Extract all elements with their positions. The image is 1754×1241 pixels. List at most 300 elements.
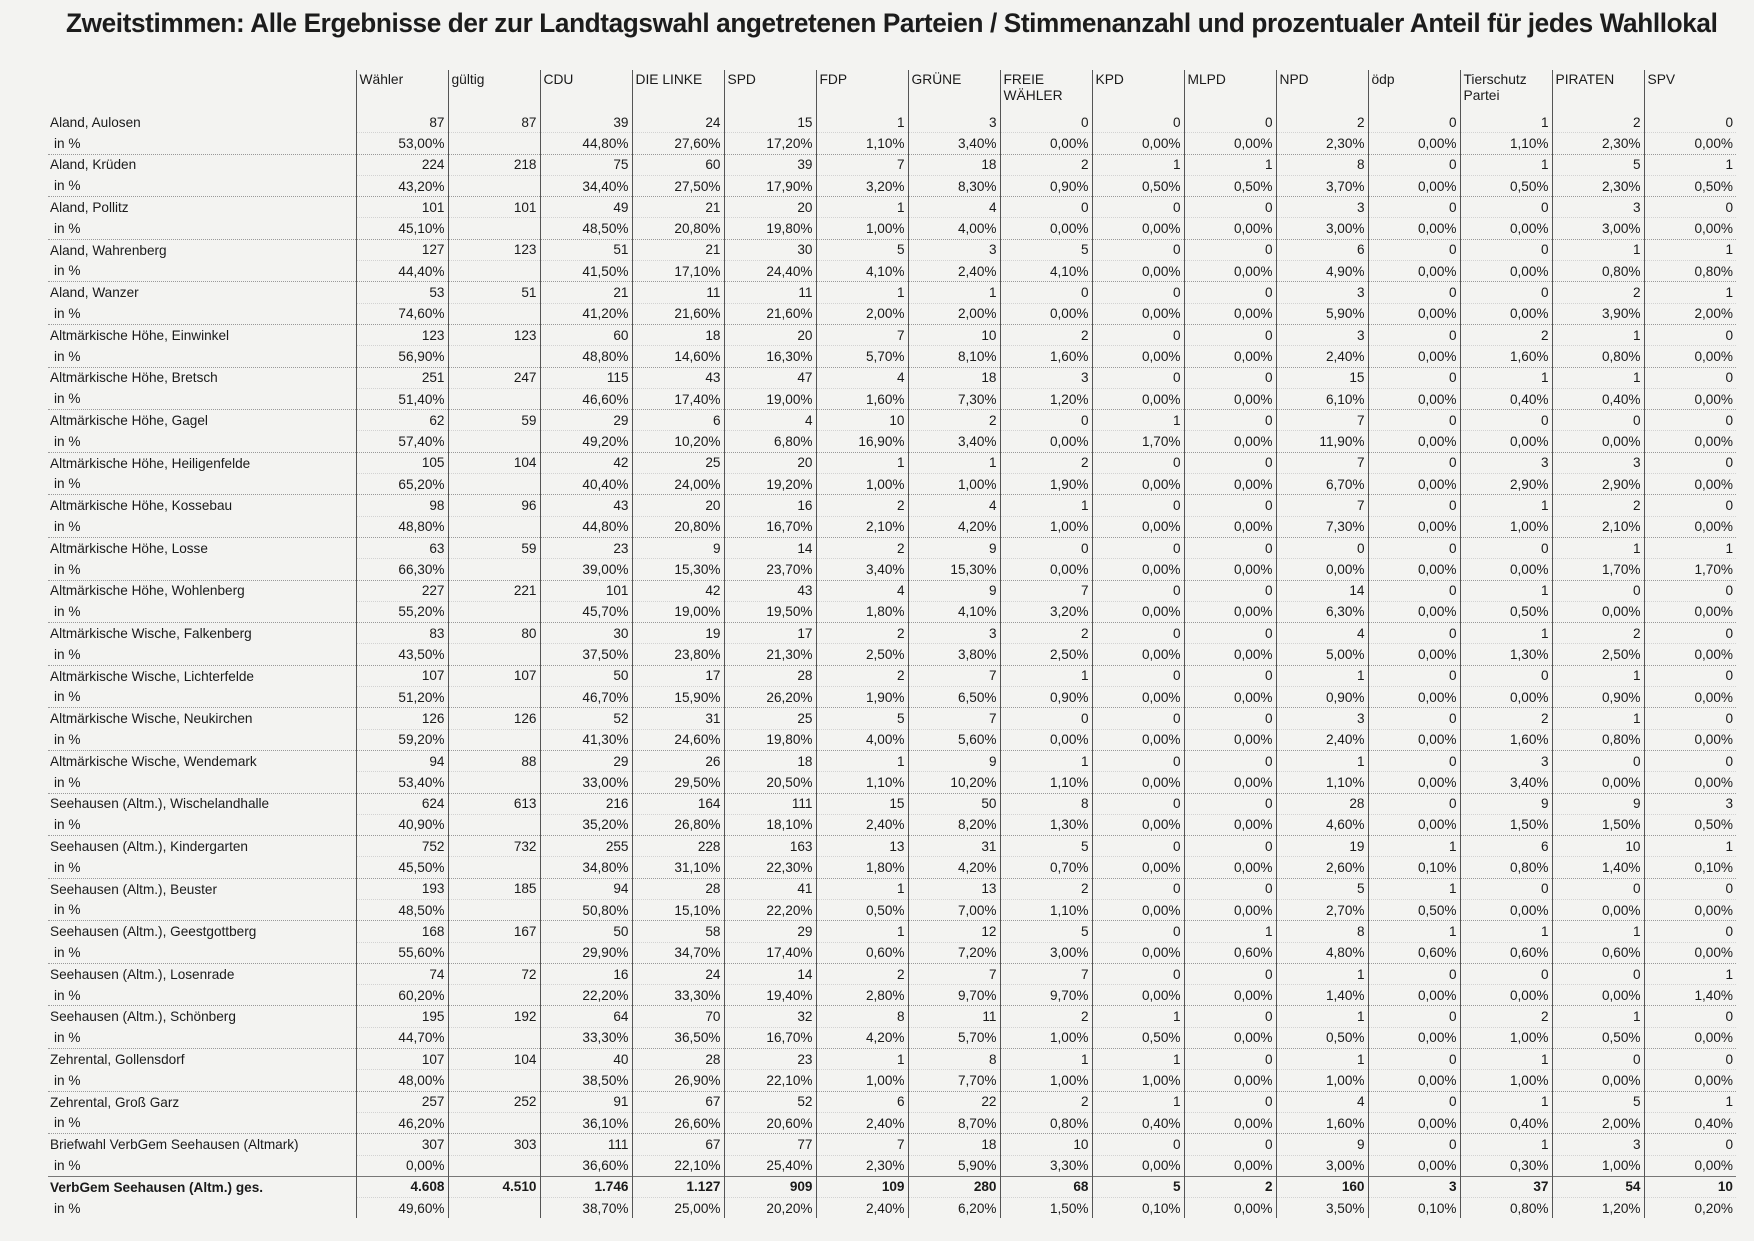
count-cell: 164: [632, 793, 724, 814]
percent-cell: 1,20%: [1552, 1198, 1644, 1219]
percent-cell: 8,70%: [908, 1112, 1000, 1133]
count-cell: 0: [1184, 963, 1276, 984]
percent-cell: 53,00%: [356, 133, 448, 154]
percent-cell: 1,00%: [1000, 1027, 1092, 1048]
percent-cell: 1,80%: [816, 601, 908, 622]
count-cell: 3: [1368, 1176, 1460, 1197]
count-cell: 1: [1552, 708, 1644, 729]
location-name: Aland, Wahrenberg: [50, 242, 167, 258]
percent-cell: 0,00%: [1368, 261, 1460, 282]
percent-cell: 20,50%: [724, 772, 816, 793]
count-cell: 22: [908, 1091, 1000, 1112]
percent-cell: [448, 1155, 540, 1176]
count-cell: 8: [816, 1006, 908, 1027]
count-cell: 0: [1092, 921, 1184, 942]
count-cell: 0: [1184, 580, 1276, 601]
table-row: [48, 921, 1736, 942]
percent-cell: 0,00%: [1552, 899, 1644, 920]
percent-cell: 0,00%: [1184, 687, 1276, 708]
percent-cell: 3,40%: [1460, 772, 1552, 793]
percent-cell: 1,70%: [1552, 559, 1644, 580]
percent-cell: 0,00%: [1092, 772, 1184, 793]
percent-cell: 3,00%: [1276, 1155, 1368, 1176]
count-cell: 0: [1184, 282, 1276, 303]
count-cell: 307: [356, 1134, 448, 1155]
percent-cell: 0,00%: [1184, 857, 1276, 878]
percent-label: in %: [48, 942, 356, 963]
percent-cell: 1,10%: [816, 133, 908, 154]
count-cell: 94: [356, 750, 448, 771]
percent-cell: [448, 601, 540, 622]
percent-cell: 36,60%: [540, 1155, 632, 1176]
count-cell: 0: [1460, 665, 1552, 686]
percent-cell: 0,00%: [1368, 1112, 1460, 1133]
location-name: Altmärkische Höhe, Losse: [50, 540, 208, 556]
percent-cell: 53,40%: [356, 772, 448, 793]
count-cell: 1: [1184, 921, 1276, 942]
count-cell: 80: [448, 623, 540, 644]
percent-cell: 2,90%: [1552, 474, 1644, 495]
column-header: ödp: [1368, 70, 1460, 112]
percent-cell: [448, 644, 540, 665]
count-cell: 0: [1184, 1134, 1276, 1155]
count-cell: 0: [1184, 452, 1276, 473]
count-cell: 163: [724, 836, 816, 857]
percent-cell: 3,20%: [816, 175, 908, 196]
count-cell: 23: [540, 537, 632, 558]
percent-cell: 2,00%: [816, 303, 908, 324]
percent-cell: 41,20%: [540, 303, 632, 324]
count-cell: 0: [1368, 623, 1460, 644]
table-row: [48, 154, 1736, 175]
count-cell: 5: [1000, 836, 1092, 857]
percent-cell: 44,80%: [540, 516, 632, 537]
count-cell: 0: [1644, 452, 1736, 473]
percent-cell: 10,20%: [632, 431, 724, 452]
count-cell: 17: [724, 623, 816, 644]
percent-cell: 46,70%: [540, 687, 632, 708]
percent-cell: 0,00%: [1184, 985, 1276, 1006]
count-cell: 1: [908, 452, 1000, 473]
count-cell: 1: [1552, 367, 1644, 388]
count-cell: 4: [1276, 623, 1368, 644]
location-name: Briefwahl VerbGem Seehausen (Altmark): [50, 1137, 299, 1153]
location-name: Seehausen (Altm.), Wischelandhalle: [50, 796, 270, 812]
percent-cell: [448, 942, 540, 963]
count-cell: 9: [1552, 793, 1644, 814]
count-cell: 13: [908, 878, 1000, 899]
percent-cell: 0,00%: [1184, 474, 1276, 495]
percent-cell: 0,00%: [1368, 772, 1460, 793]
percent-cell: 0,90%: [1000, 687, 1092, 708]
count-cell: 1: [1460, 580, 1552, 601]
percent-cell: 0,00%: [1644, 516, 1736, 537]
count-cell: 0: [1276, 537, 1368, 558]
percent-cell: 19,00%: [632, 601, 724, 622]
count-cell: 31: [908, 836, 1000, 857]
count-cell: 0: [1092, 793, 1184, 814]
percent-label: in %: [48, 474, 356, 495]
percent-cell: 0,00%: [1092, 218, 1184, 239]
location-name: Altmärkische Wische, Falkenberg: [50, 626, 252, 642]
count-cell: 5: [1000, 921, 1092, 942]
count-cell: 11: [908, 1006, 1000, 1027]
count-cell: 43: [724, 580, 816, 601]
percent-cell: 22,10%: [632, 1155, 724, 1176]
count-cell: 58: [632, 921, 724, 942]
count-cell: 0: [1092, 495, 1184, 516]
percent-cell: 5,60%: [908, 729, 1000, 750]
count-cell: 752: [356, 836, 448, 857]
count-cell: 21: [632, 197, 724, 218]
percent-cell: 0,50%: [1460, 175, 1552, 196]
percent-cell: 0,30%: [1460, 1155, 1552, 1176]
count-cell: 7: [816, 324, 908, 345]
percent-cell: 0,00%: [1644, 899, 1736, 920]
count-cell: 2: [1276, 112, 1368, 133]
percent-cell: 0,80%: [1460, 857, 1552, 878]
percent-cell: 4,80%: [1276, 942, 1368, 963]
percent-cell: 40,40%: [540, 474, 632, 495]
percent-cell: 1,80%: [816, 857, 908, 878]
percent-cell: 38,50%: [540, 1070, 632, 1091]
percent-cell: 16,70%: [724, 516, 816, 537]
count-cell: 107: [356, 1049, 448, 1070]
percent-cell: 0,00%: [1368, 559, 1460, 580]
count-cell: 49: [540, 197, 632, 218]
count-cell: 23: [724, 1049, 816, 1070]
percent-cell: 0,00%: [1184, 772, 1276, 793]
count-cell: 83: [356, 623, 448, 644]
table-row: [48, 878, 1736, 899]
percent-cell: 15,90%: [632, 687, 724, 708]
percent-cell: 19,80%: [724, 729, 816, 750]
count-cell: 0: [1460, 239, 1552, 260]
percent-cell: 16,90%: [816, 431, 908, 452]
percent-cell: 0,00%: [1184, 1155, 1276, 1176]
count-cell: 0: [1368, 708, 1460, 729]
count-cell: 0: [1368, 665, 1460, 686]
percent-cell: 3,40%: [816, 559, 908, 580]
count-cell: 1: [1460, 1049, 1552, 1070]
percent-cell: 0,40%: [1460, 1112, 1552, 1133]
percent-cell: 29,50%: [632, 772, 724, 793]
percent-cell: 15,30%: [908, 559, 1000, 580]
percent-cell: 5,00%: [1276, 644, 1368, 665]
percent-cell: 4,20%: [816, 1027, 908, 1048]
percent-cell: 0,50%: [1368, 899, 1460, 920]
location-name: Seehausen (Altm.), Kindergarten: [50, 838, 248, 854]
percent-cell: 1,00%: [1460, 1070, 1552, 1091]
percent-cell: 19,80%: [724, 218, 816, 239]
percent-row: [48, 388, 1736, 409]
count-cell: 15: [724, 112, 816, 133]
percent-cell: 0,00%: [1092, 942, 1184, 963]
percent-cell: 0,00%: [1644, 1070, 1736, 1091]
percent-cell: 1,00%: [816, 474, 908, 495]
percent-row: [48, 729, 1736, 750]
count-cell: 1: [1460, 367, 1552, 388]
count-cell: 42: [632, 580, 724, 601]
percent-cell: 22,30%: [724, 857, 816, 878]
count-cell: 75: [540, 154, 632, 175]
percent-cell: 29,90%: [540, 942, 632, 963]
percent-cell: 35,20%: [540, 814, 632, 835]
percent-cell: 0,00%: [1092, 388, 1184, 409]
count-cell: 2: [1460, 1006, 1552, 1027]
count-cell: 1: [1552, 921, 1644, 942]
percent-cell: 0,00%: [1184, 346, 1276, 367]
count-cell: 63: [356, 537, 448, 558]
percent-cell: 55,20%: [356, 601, 448, 622]
total-percent-row: [48, 1198, 1736, 1219]
count-cell: 1: [816, 197, 908, 218]
count-cell: 29: [724, 921, 816, 942]
count-cell: 0: [1092, 878, 1184, 899]
count-cell: 3: [1552, 1134, 1644, 1155]
percent-cell: 3,80%: [908, 644, 1000, 665]
percent-cell: 0,00%: [1552, 1070, 1644, 1091]
table-row: [48, 1091, 1736, 1112]
percent-label: in %: [48, 1027, 356, 1048]
percent-cell: 0,00%: [1552, 985, 1644, 1006]
count-cell: 0: [1092, 537, 1184, 558]
percent-cell: 0,00%: [1092, 346, 1184, 367]
percent-cell: 2,80%: [816, 985, 908, 1006]
percent-cell: 10,20%: [908, 772, 1000, 793]
count-cell: 41: [724, 878, 816, 899]
count-cell: 20: [724, 324, 816, 345]
percent-cell: 45,70%: [540, 601, 632, 622]
count-cell: 8: [1276, 921, 1368, 942]
percent-cell: 1,40%: [1644, 985, 1736, 1006]
percent-cell: [448, 985, 540, 1006]
count-cell: 0: [1000, 410, 1092, 431]
percent-cell: 33,30%: [632, 985, 724, 1006]
count-cell: 7: [1000, 580, 1092, 601]
count-cell: 0: [1000, 282, 1092, 303]
count-cell: 5: [1552, 154, 1644, 175]
percent-cell: 51,40%: [356, 388, 448, 409]
location-name: Altmärkische Höhe, Heiligenfelde: [50, 455, 251, 471]
column-header: FDP: [816, 70, 908, 112]
percent-cell: 0,00%: [1368, 516, 1460, 537]
count-cell: 9: [632, 537, 724, 558]
percent-cell: 24,40%: [724, 261, 816, 282]
percent-cell: 16,30%: [724, 346, 816, 367]
percent-cell: 1,60%: [1276, 1112, 1368, 1133]
percent-cell: 7,00%: [908, 899, 1000, 920]
count-cell: 0: [1092, 963, 1184, 984]
count-cell: 0: [1092, 367, 1184, 388]
percent-cell: 0,60%: [1368, 942, 1460, 963]
percent-label: in %: [48, 985, 356, 1006]
count-cell: 18: [908, 1134, 1000, 1155]
count-cell: 2: [816, 963, 908, 984]
percent-cell: 1,90%: [816, 687, 908, 708]
percent-row: [48, 899, 1736, 920]
count-cell: 16: [540, 963, 632, 984]
percent-label: in %: [48, 303, 356, 324]
percent-cell: 0,00%: [1184, 218, 1276, 239]
percent-cell: 17,10%: [632, 261, 724, 282]
percent-cell: 4,60%: [1276, 814, 1368, 835]
percent-cell: [448, 559, 540, 580]
percent-cell: 0,00%: [1368, 388, 1460, 409]
count-cell: 0: [1368, 239, 1460, 260]
count-cell: 0: [1644, 1049, 1736, 1070]
percent-cell: 2,40%: [816, 1198, 908, 1219]
count-cell: 1: [1368, 878, 1460, 899]
count-cell: 3: [908, 623, 1000, 644]
count-cell: 0: [1184, 1006, 1276, 1027]
percent-cell: 45,50%: [356, 857, 448, 878]
count-cell: 1: [1000, 750, 1092, 771]
count-cell: 28: [632, 878, 724, 899]
count-cell: 10: [1000, 1134, 1092, 1155]
count-cell: 1: [1092, 154, 1184, 175]
percent-cell: 0,00%: [1644, 942, 1736, 963]
count-cell: 1: [816, 921, 908, 942]
percent-cell: 6,20%: [908, 1198, 1000, 1219]
count-cell: 0: [1184, 112, 1276, 133]
count-cell: 50: [540, 921, 632, 942]
count-cell: 15: [1276, 367, 1368, 388]
count-cell: 87: [448, 112, 540, 133]
percent-cell: 3,00%: [1000, 942, 1092, 963]
percent-cell: 0,40%: [1552, 388, 1644, 409]
count-cell: 9: [1460, 793, 1552, 814]
count-cell: 0: [1368, 793, 1460, 814]
count-cell: 42: [540, 452, 632, 473]
count-cell: 1: [1000, 1049, 1092, 1070]
location-name: Aland, Pollitz: [50, 200, 129, 216]
percent-cell: 0,00%: [1460, 218, 1552, 239]
count-cell: 94: [540, 878, 632, 899]
percent-cell: 1,00%: [1552, 1155, 1644, 1176]
percent-cell: 0,60%: [816, 942, 908, 963]
location-name: Altmärkische Höhe, Kossebau: [50, 498, 233, 514]
percent-cell: 33,30%: [540, 1027, 632, 1048]
count-cell: 1: [1644, 1091, 1736, 1112]
count-cell: 624: [356, 793, 448, 814]
percent-cell: 1,70%: [1644, 559, 1736, 580]
percent-cell: 2,40%: [816, 814, 908, 835]
count-cell: 7: [908, 963, 1000, 984]
percent-cell: 15,30%: [632, 559, 724, 580]
percent-cell: 5,70%: [908, 1027, 1000, 1048]
percent-cell: 0,90%: [1000, 175, 1092, 196]
count-cell: 11: [632, 282, 724, 303]
table-row: [48, 963, 1736, 984]
percent-cell: 0,00%: [1184, 261, 1276, 282]
percent-cell: 38,70%: [540, 1198, 632, 1219]
percent-row: [48, 516, 1736, 537]
percent-cell: [448, 857, 540, 878]
percent-row: [48, 644, 1736, 665]
count-cell: 2: [1000, 324, 1092, 345]
percent-cell: 0,50%: [1092, 1027, 1184, 1048]
count-cell: 0: [1092, 324, 1184, 345]
percent-cell: [448, 772, 540, 793]
count-cell: 0: [1644, 921, 1736, 942]
percent-cell: 57,40%: [356, 431, 448, 452]
table-row: [48, 1006, 1736, 1027]
count-cell: 0: [1184, 537, 1276, 558]
count-cell: 2: [908, 410, 1000, 431]
location-name: Seehausen (Altm.), Schönberg: [50, 1009, 236, 1025]
count-cell: 0: [1184, 495, 1276, 516]
count-cell: 28: [724, 665, 816, 686]
count-cell: 0: [1368, 1049, 1460, 1070]
count-cell: 3: [1552, 197, 1644, 218]
count-cell: 4: [908, 197, 1000, 218]
count-cell: 0: [1368, 495, 1460, 516]
percent-cell: 46,20%: [356, 1112, 448, 1133]
count-cell: 98: [356, 495, 448, 516]
percent-cell: 0,50%: [1460, 601, 1552, 622]
count-cell: 1: [1276, 963, 1368, 984]
count-cell: 0: [1460, 537, 1552, 558]
count-cell: 101: [540, 580, 632, 601]
percent-cell: [448, 261, 540, 282]
count-cell: 1: [1552, 239, 1644, 260]
count-cell: 101: [448, 197, 540, 218]
count-cell: 52: [724, 1091, 816, 1112]
count-cell: 8: [1000, 793, 1092, 814]
location-name: Altmärkische Höhe, Einwinkel: [50, 327, 230, 343]
count-cell: 59: [448, 410, 540, 431]
percent-row: [48, 1070, 1736, 1091]
percent-cell: 7,20%: [908, 942, 1000, 963]
count-cell: 0: [1184, 623, 1276, 644]
count-cell: 252: [448, 1091, 540, 1112]
count-cell: 60: [632, 154, 724, 175]
count-cell: 1.127: [632, 1176, 724, 1197]
percent-cell: 0,80%: [1000, 1112, 1092, 1133]
percent-cell: 2,50%: [1552, 644, 1644, 665]
percent-label: in %: [48, 814, 356, 835]
percent-cell: 41,50%: [540, 261, 632, 282]
percent-cell: 0,60%: [1460, 942, 1552, 963]
location-name: Zehrental, Groß Garz: [50, 1094, 180, 1110]
percent-row: [48, 1027, 1736, 1048]
percent-row: [48, 559, 1736, 580]
percent-cell: 49,20%: [540, 431, 632, 452]
percent-cell: 0,00%: [1368, 218, 1460, 239]
percent-cell: 22,20%: [724, 899, 816, 920]
count-cell: 53: [356, 282, 448, 303]
percent-cell: 5,70%: [816, 346, 908, 367]
table-row: [48, 1134, 1736, 1155]
column-header-location: [48, 70, 356, 112]
count-cell: 251: [356, 367, 448, 388]
column-header: CDU: [540, 70, 632, 112]
count-cell: 6: [632, 410, 724, 431]
count-cell: 0: [1184, 836, 1276, 857]
count-cell: 0: [1000, 197, 1092, 218]
percent-cell: [448, 899, 540, 920]
percent-row: [48, 431, 1736, 452]
table-body: [48, 112, 1736, 1218]
table-header-row: [48, 70, 1736, 112]
count-cell: 5: [1552, 1091, 1644, 1112]
percent-row: [48, 942, 1736, 963]
percent-cell: 0,00%: [1000, 218, 1092, 239]
percent-label: in %: [48, 261, 356, 282]
percent-cell: 34,70%: [632, 942, 724, 963]
count-cell: 613: [448, 793, 540, 814]
